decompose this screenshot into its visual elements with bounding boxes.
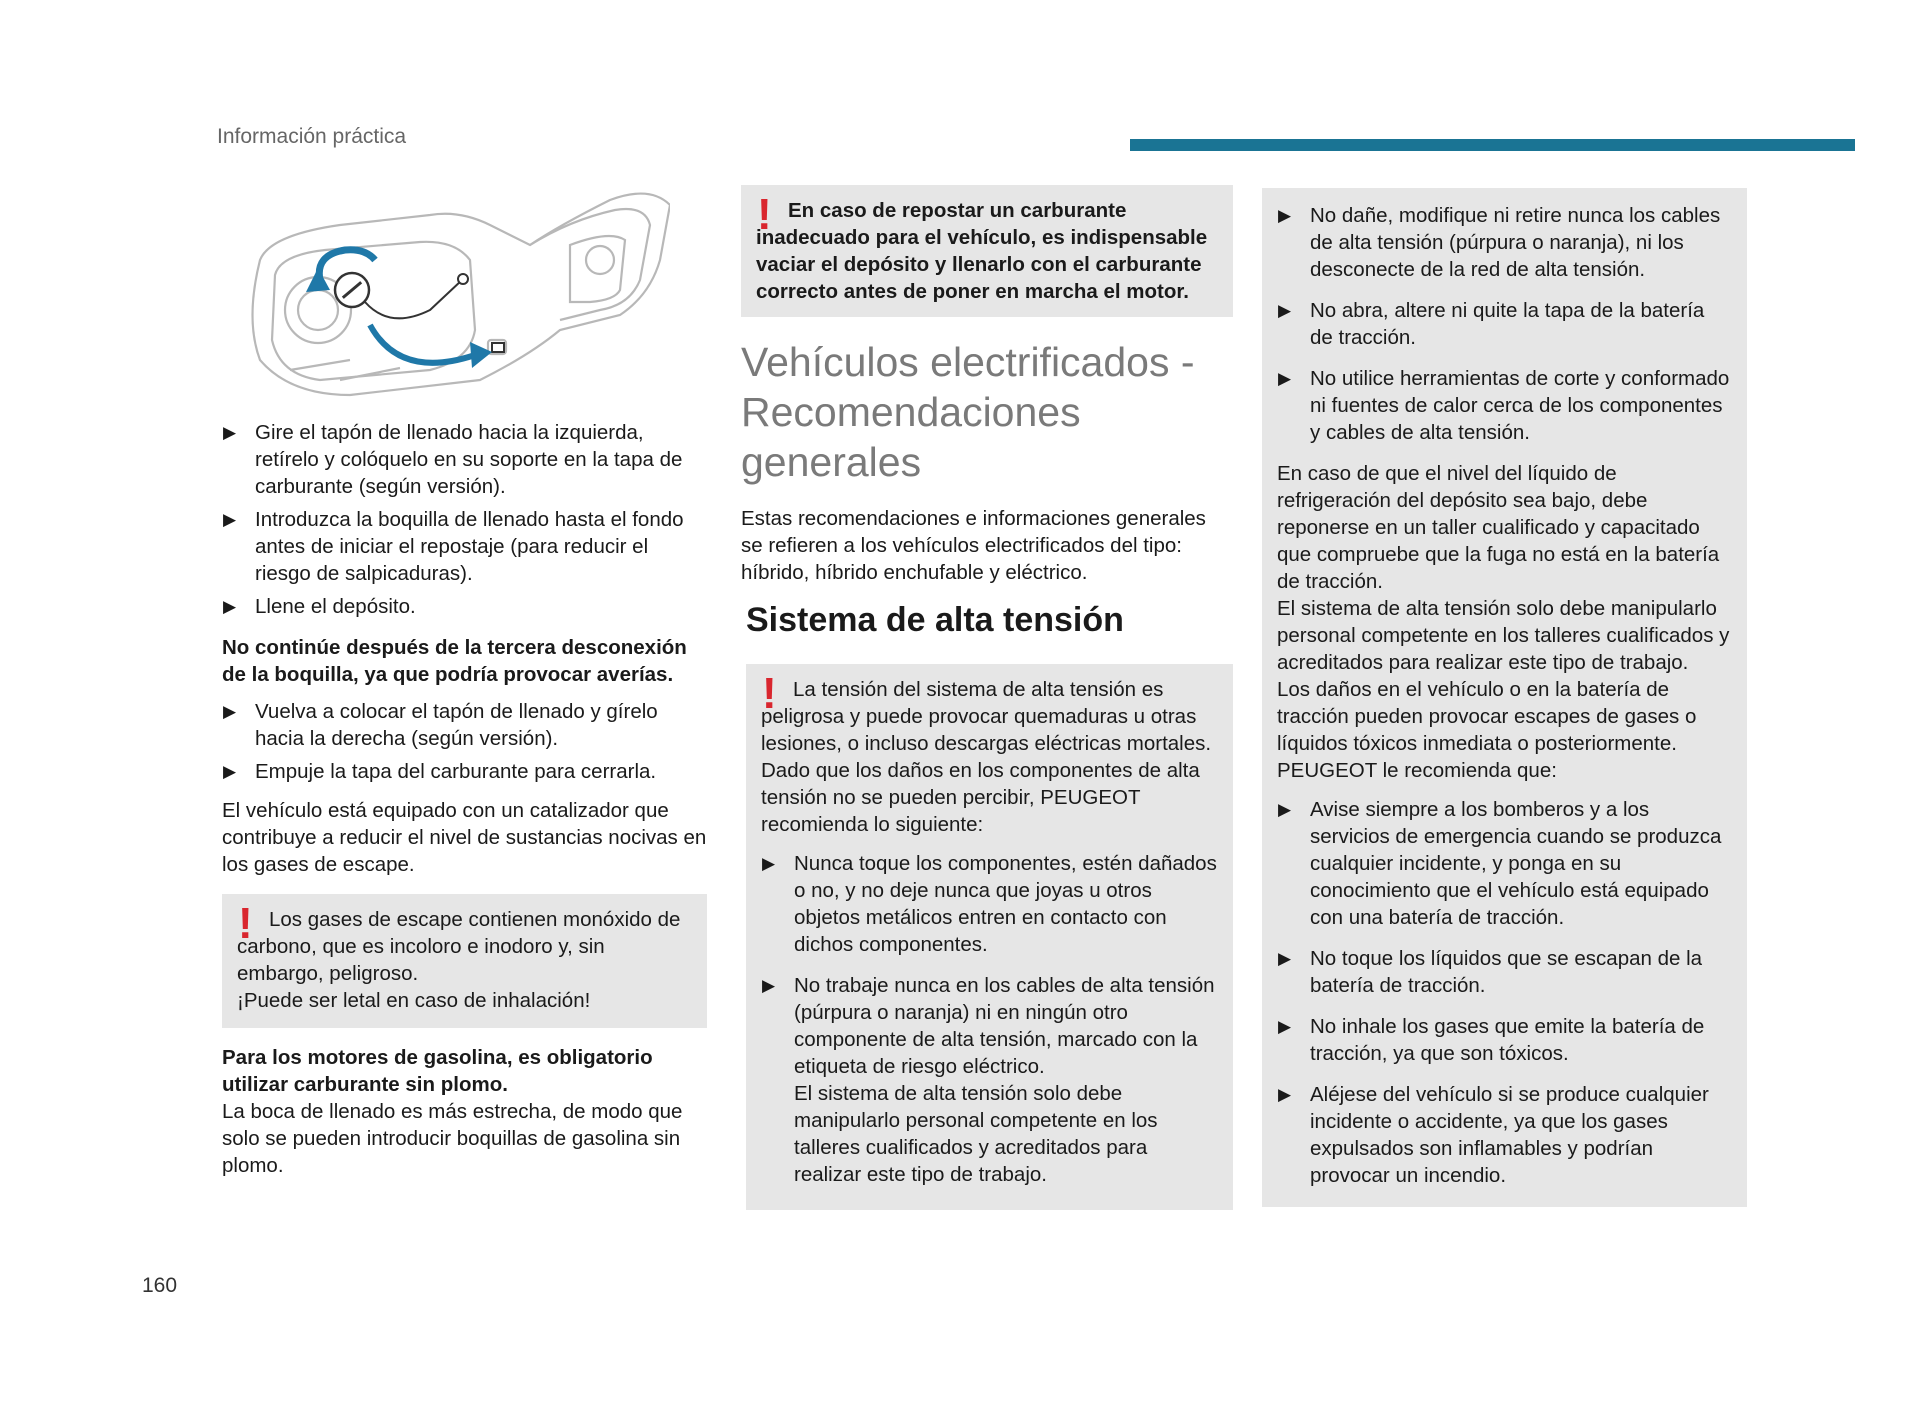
warning-exclamation-icon: ! — [757, 190, 772, 239]
subsection-title: Sistema de alta tensión — [746, 601, 1124, 639]
list-item: ▶ Llene el depósito. — [222, 593, 707, 620]
warning-exclamation-icon: ! — [238, 899, 253, 948]
section-title: Vehículos electrificados - Recomendaciones generales — [741, 339, 1195, 485]
list-item: ▶ No inhale los gases que emite la batería de tracción, ya que son tóxicos. — [1277, 1013, 1732, 1067]
list-item: ▶ Gire el tapón de llenado hacia la izquierda, retírelo y colóquelo en su soporte en la tapa de carburante (según versión). — [222, 419, 707, 500]
catalyst-paragraph: El vehículo está equipado con un catalizador que contribuye a reducir el nivel de sustancias nocivas en los gases de escape. — [222, 799, 707, 876]
high-voltage-continued-box — [1262, 188, 1747, 1207]
running-header: Información práctica — [217, 125, 407, 148]
warning-text: En caso de repostar un carburante inadecuado para el vehículo, es indispensable vaciar el depósito y llenarlo con el carburante correcto antes de poner en marcha el motor. — [756, 199, 1208, 303]
column-1 — [222, 180, 707, 1179]
exhaust-warning-box — [222, 894, 707, 1028]
column-2 — [741, 185, 1233, 1210]
list-item: ▶ No dañe, modifique ni retire nunca los cables de alta tensión (púrpura o naranja), ni los desconecte de la red de alta tensión. — [1277, 202, 1732, 283]
fuel-steps-list — [222, 419, 707, 620]
cable-warnings-list — [1277, 202, 1732, 446]
intro-paragraph: Estas recomendaciones e informaciones generales se refieren a los vehículos electrificados del tipo: híbrido, híbrido enchufable y eléctrico. — [741, 507, 1206, 584]
fuel-warning-box — [741, 185, 1233, 317]
list-item: ▶ Aléjese del vehículo si se produce cualquier incidente o accidente, ya que los gases expulsados son inflamables y podrían provocar un incendio. — [1277, 1081, 1732, 1189]
column-3 — [1262, 188, 1747, 1207]
coolant-paragraphs — [1277, 460, 1732, 784]
petrol-bold-note: Para los motores de gasolina, es obligatorio utilizar carburante sin plomo. — [222, 1046, 653, 1096]
header-accent-bar — [1130, 139, 1855, 151]
warning-text: La tensión del sistema de alta tensión es peligrosa y puede provocar quemaduras u otras lesiones, o incluso descargas eléctricas mortales. — [761, 678, 1212, 755]
list-item — [761, 972, 1217, 1188]
nozzle-warning-note: No continúe después de la tercera desconexión de la boquilla, ya que podría provocar averías. — [222, 636, 687, 686]
list-item: ▶ No toque los líquidos que se escapan de la batería de tracción. — [1277, 945, 1732, 999]
list-item-text: Nunca toque los componentes, estén dañados o no, y no deje nunca que joyas u otros objetos metálicos entren en contacto con dichos componentes. — [794, 852, 1217, 956]
list-item: ▶ No utilice herramientas de corte y conformado ni fuentes de calor cerca de los componentes y cables de alta tensión. — [1277, 365, 1732, 446]
paragraph: Los daños en el vehículo o en la batería de tracción pueden provocar escapes de gases o líquidos tóxicos inmediata o posteriormente. — [1277, 678, 1697, 755]
petrol-paragraph: La boca de llenado es más estrecha, de modo que solo se pueden introducir boquillas de gasolina sin plomo. — [222, 1100, 683, 1177]
list-item-extra: El sistema de alta tensión solo debe manipularlo personal competente en los talleres cualificados y acreditados para realizar este tipo de trabajo. — [794, 1082, 1158, 1186]
paragraph: El sistema de alta tensión solo debe manipularlo personal competente en los talleres cualificados y acreditados para realizar este tipo de trabajo. — [1277, 597, 1730, 674]
fuel-cap-illustration — [230, 180, 670, 405]
list-item — [761, 850, 1217, 958]
list-item-text: No trabaje nunca en los cables de alta tensión (púrpura o naranja) ni en ningún otro componente de alta tensión, marcado con la etiqueta de riesgo eléctrico. — [794, 974, 1215, 1078]
warning-text-emphasis: ¡Puede ser letal en caso de inhalación! — [237, 989, 591, 1012]
warning-exclamation-icon: ! — [762, 669, 777, 718]
paragraph: PEUGEOT le recomienda que: — [1277, 759, 1557, 782]
page-number: 160 — [142, 1274, 178, 1297]
list-item: ▶ Vuelva a colocar el tapón de llenado y gírelo hacia la derecha (según versión). — [222, 698, 707, 752]
fuel-close-steps-list — [222, 698, 707, 785]
list-item: ▶ Introduzca la boquilla de llenado hasta el fondo antes de iniciar el repostaje (para reducir el riesgo de salpicaduras). — [222, 506, 707, 587]
list-item: ▶ Avise siempre a los bomberos y a los servicios de emergencia cuando se produzca cualquier incidente, y ponga en su conocimiento que el vehículo está equipado con una batería de tracción. — [1277, 796, 1732, 931]
emergency-list — [1277, 796, 1732, 1189]
warning-text: Los gases de escape contienen monóxido de carbono, que es incoloro e inodoro y, sin embargo, peligroso. — [237, 908, 681, 985]
high-voltage-box — [746, 664, 1233, 1210]
warning-text: Dado que los daños en los componentes de alta tensión no se pueden percibir, PEUGEOT recomienda lo siguiente: — [761, 759, 1200, 836]
list-item: ▶ Empuje la tapa del carburante para cerrarla. — [222, 758, 707, 785]
petrol-section — [222, 1044, 707, 1179]
list-item: ▶ No abra, altere ni quite la tapa de la batería de tracción. — [1277, 297, 1732, 351]
high-voltage-list — [761, 850, 1217, 1188]
paragraph: En caso de que el nivel del líquido de refrigeración del depósito sea bajo, debe reponerse en un taller cualificado y capacitado que compruebe que la fuga no está en la batería de tracción. — [1277, 462, 1720, 593]
